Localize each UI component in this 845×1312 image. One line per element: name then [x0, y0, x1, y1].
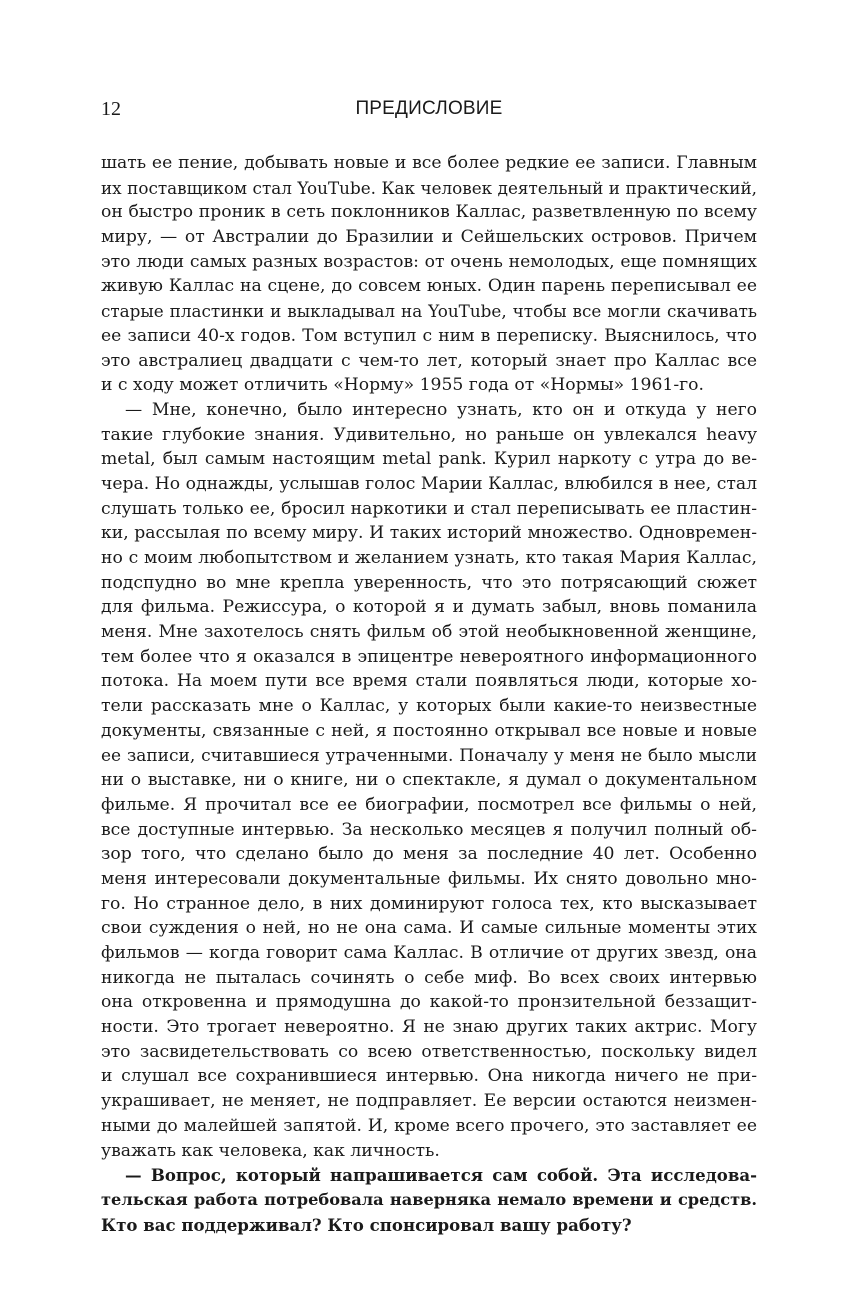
body-text: [101, 151, 757, 1237]
text-line: все доступные интервью. За несколько месяцев я получил полный об-: [101, 819, 757, 840]
text-line: и слушал все сохранившиеся интервью. Она никогда ничего не при-: [101, 1066, 757, 1087]
text-line: ности. Это трогает невероятно. Я не знаю других таких актрис. Могу: [101, 1017, 757, 1038]
text-line: это засвидетельствовать со всею ответственностью, поскольку видел: [101, 1041, 757, 1062]
text-line: тем более что я оказался в эпицентре невероятного информационного: [101, 646, 757, 667]
text-line: Кто вас поддерживал? Кто спонсировал вашу работу?: [101, 1214, 632, 1235]
text-line: документы, связанные с ней, я постоянно открывал все новые и новые: [101, 720, 757, 741]
text-line: старые пластинки и выкладывал на YouTube, чтобы все могли скачивать: [101, 301, 757, 322]
text-line: украшивает, не меняет, не подправляет. Ее версии остаются неизмен-: [101, 1091, 757, 1112]
text-line: шать ее пение, добывать новые и все более редкие ее записи. Главным: [101, 153, 757, 173]
text-line: — Мне, конечно, было интересно узнать, кто он и откуда у него: [125, 399, 757, 420]
text-line: ки, рассылая по всему миру. И таких историй множество. Одновремен-: [101, 523, 757, 544]
text-line: он быстро проник в сеть поклонников Каллас, разветвленную по всему: [101, 202, 757, 223]
text-line: и с ходу может отличить «Норму» 1955 года от «Нормы» 1961-го.: [101, 375, 704, 396]
text-line: она откровенна и прямодушна до какой-то пронзительной беззащит-: [101, 992, 757, 1013]
text-line: подспудно во мне крепла уверенность, что это потрясающий сюжет: [101, 572, 757, 593]
text-line: ными до малейшей запятой. И, кроме всего прочего, это заставляет ее: [101, 1115, 757, 1136]
text-line: никогда не пыталась сочинять о себе миф. Во всех своих интервью: [101, 967, 757, 988]
text-line: ее записи 40-х годов. Том вступил с ним в переписку. Выяснилось, что: [101, 325, 757, 346]
text-line: миру, — от Австралии до Бразилии и Сейшельских островов. Причем: [101, 227, 757, 248]
text-line: уважать как человека, как личность.: [101, 1140, 440, 1161]
text-line: ее записи, считавшиеся утраченными. Поначалу у меня не было мысли: [101, 745, 757, 766]
running-head: ПРЕДИСЛОВИЕ: [355, 98, 503, 119]
text-line: их поставщиком стал YouTube. Как человек деятельный и практический,: [101, 177, 757, 198]
text-line: фильмов — когда говорит сама Каллас. В отличие от других звезд, она: [101, 943, 757, 963]
text-line: потока. На моем пути все время стали появляться люди, которые хо-: [101, 671, 757, 692]
text-line: metal, был самым настоящим metal pank. Курил наркоту с утра до ве-: [101, 449, 757, 470]
text-line: но с моим любопытством и желанием узнать, кто такая Мария Каллас,: [101, 548, 757, 568]
text-line: для фильма. Режиссура, о которой я и думать забыл, вновь поманила: [101, 597, 757, 618]
text-line: живую Каллас на сцене, до совсем юных. Один парень переписывал ее: [101, 276, 757, 297]
text-line: чера. Но однажды, услышав голос Марии Каллас, влюбился в нее, стал: [101, 473, 757, 494]
text-line: го. Но странное дело, в них доминируют голоса тех, кто высказывает: [101, 893, 757, 914]
text-line: это люди самых разных возрастов: от очень немолодых, еще помнящих: [101, 251, 757, 272]
text-line: меня. Мне захотелось снять фильм об этой необыкновенной женщине,: [101, 622, 757, 643]
text-line: тели рассказать мне о Каллас, у которых были какие-то неизвестные: [101, 696, 757, 717]
text-line: ни о выставке, ни о книге, ни о спектакле, я думал о документальном: [101, 770, 757, 791]
page-number: 12: [101, 98, 121, 120]
paragraph: [101, 151, 757, 398]
text-line: зор того, что сделано было до меня за последние 40 лет. Особенно: [101, 844, 757, 865]
text-line: такие глубокие знания. Удивительно, но раньше он увлекался heavy: [101, 424, 757, 445]
text-line: это австралиец двадцати с чем-то лет, который знает про Каллас все: [101, 350, 757, 371]
text-line: свои суждения о ней, но не она сама. И самые сильные моменты этих: [101, 918, 757, 939]
paragraph: [101, 1163, 757, 1237]
text-line: слушать только ее, бросил наркотики и стал переписывать ее пластин-: [101, 498, 757, 519]
text-line: тельская работа потребовала наверняка немало времени и средств.: [101, 1189, 757, 1209]
text-line: фильме. Я прочитал все ее биографии, посмотрел все фильмы о ней,: [101, 794, 757, 815]
text-line: меня интересовали документальные фильмы. Их снято довольно мно-: [101, 868, 757, 889]
page-header: [101, 98, 757, 126]
paragraph: [101, 398, 757, 1163]
text-line: — Вопрос, который напрашивается сам собой. Эта исследова-: [125, 1165, 757, 1186]
